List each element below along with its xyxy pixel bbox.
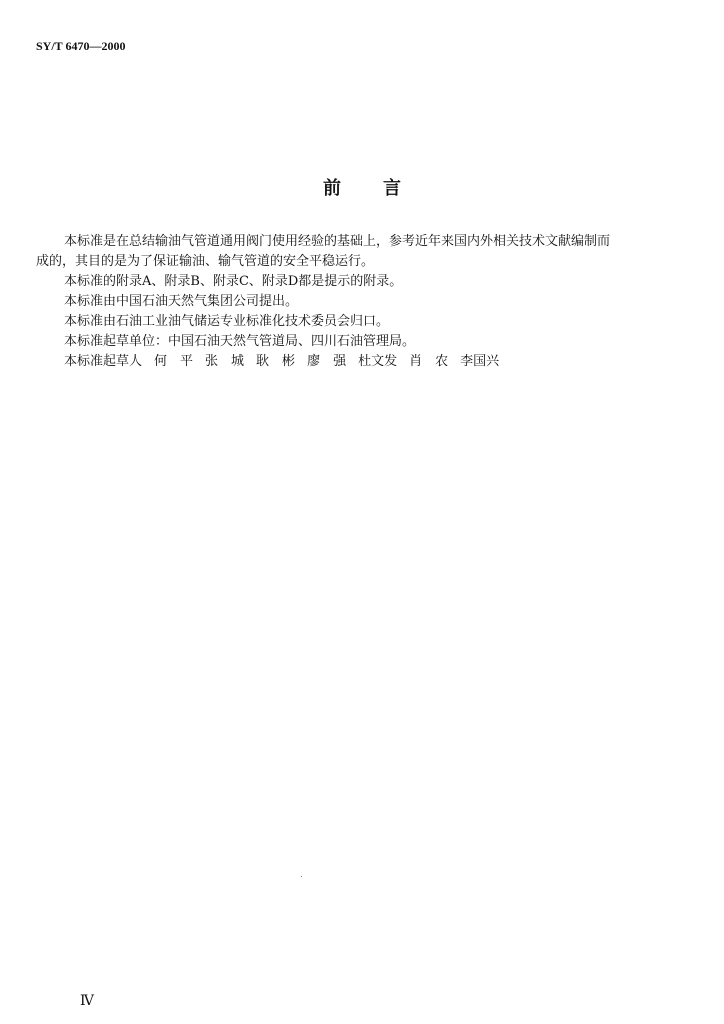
paragraph-proposer: 本标准由中国石油天然气集团公司提出。: [64, 294, 299, 309]
paragraph-1-line-1: 本标准是在总结输油气管道通用阀门使用经验的基础上，参考近年来国内外相关技术文献编制而: [64, 234, 611, 249]
drafter-name: 张 城: [205, 354, 245, 369]
paragraph-appendices: 本标准的附录A、附录B、附录C、附录D都是提示的附录。: [64, 274, 403, 289]
drafter-name: 廖 强: [307, 354, 347, 369]
paragraph-committee: 本标准由石油工业油气储运专业标准化技术委员会归口。: [64, 314, 390, 329]
page-title: 前言: [323, 178, 443, 199]
paragraph-drafting-units: 本标准起草单位：中国石油天然气管道局、四川石油管理局。: [64, 334, 416, 349]
paragraph-1-line-2: 成的，其目的是为了保证输油、输气管道的安全平稳运行。: [36, 254, 375, 269]
drafters-line: [36, 352, 668, 372]
foreword-body: [36, 232, 668, 372]
page-number: Ⅳ: [80, 994, 94, 1009]
scan-speck: [301, 876, 302, 877]
drafter-name: 何 平: [154, 354, 194, 369]
drafter-name: 李国兴: [460, 354, 500, 369]
drafter-name: 耿 彬: [256, 354, 296, 369]
drafters-label: 本标准起草人: [64, 354, 143, 369]
drafter-name: 杜文发: [358, 354, 398, 369]
drafter-name: 肖 农: [409, 354, 449, 369]
standard-number: SY/T 6470—2000: [36, 39, 126, 53]
